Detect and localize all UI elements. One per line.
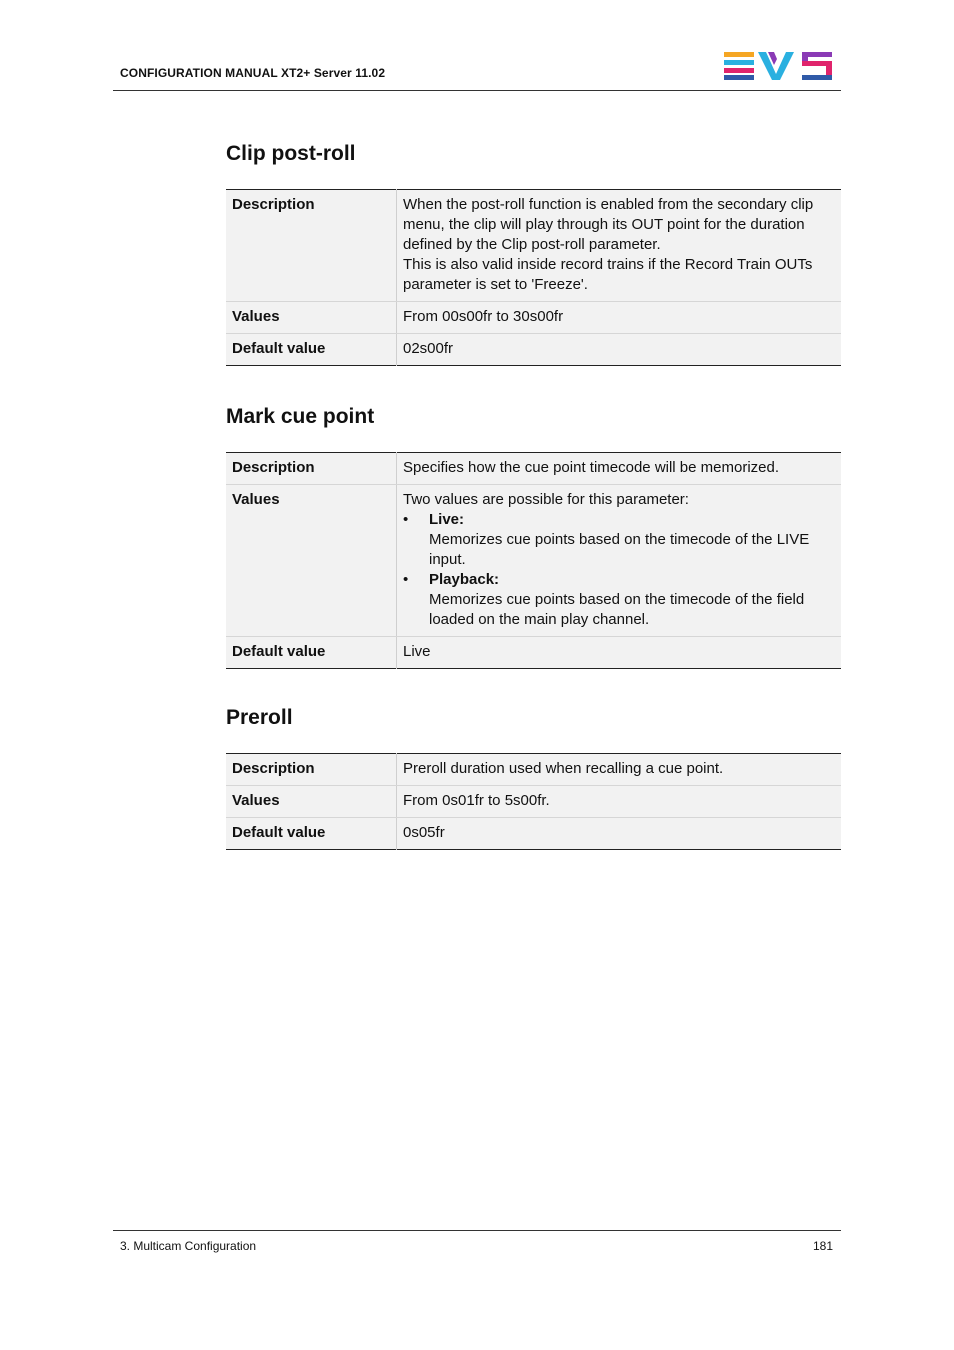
description-text: When the post-roll function is enabled from the secondary clip menu, the clip will play through its OUT point for the duration defined by the Clip post-roll parameter. bbox=[403, 196, 814, 253]
description-cell bbox=[397, 190, 842, 302]
bullet-icon: • bbox=[403, 571, 409, 588]
parameter-table bbox=[226, 189, 841, 366]
page-header bbox=[113, 46, 841, 91]
table-row bbox=[226, 334, 841, 366]
bullet-icon: • bbox=[403, 511, 409, 528]
list-item bbox=[403, 510, 835, 570]
description-label: Description bbox=[226, 754, 397, 786]
section-heading: Preroll bbox=[226, 706, 293, 729]
table-row bbox=[226, 818, 841, 850]
page-number: 181 bbox=[812, 1239, 833, 1253]
option-text: Memorizes cue points based on the timecode of the LIVE input. bbox=[429, 531, 810, 568]
table-row bbox=[226, 754, 841, 786]
section-heading: Mark cue point bbox=[226, 405, 375, 428]
default-value-label: Default value bbox=[226, 818, 397, 850]
values-label: Values bbox=[226, 485, 397, 637]
section-mark-cue-point bbox=[226, 403, 841, 669]
section-preroll bbox=[226, 704, 841, 850]
table-row bbox=[226, 485, 841, 637]
default-value-cell: Live bbox=[397, 637, 842, 669]
default-value-cell: 0s05fr bbox=[397, 818, 842, 850]
page-footer bbox=[113, 1230, 841, 1255]
list-item bbox=[403, 570, 835, 630]
description-label: Description bbox=[226, 190, 397, 302]
parameter-table bbox=[226, 753, 841, 850]
values-label: Values bbox=[226, 786, 397, 818]
option-name: Live: bbox=[429, 511, 465, 528]
table-row bbox=[226, 637, 841, 669]
values-cell: From 0s01fr to 5s00fr. bbox=[397, 786, 842, 818]
default-value-cell: 02s00fr bbox=[397, 334, 842, 366]
values-list bbox=[403, 510, 835, 630]
parameter-table bbox=[226, 452, 841, 669]
values-label: Values bbox=[226, 302, 397, 334]
description-cell: Preroll duration used when recalling a cue point. bbox=[397, 754, 842, 786]
table-row bbox=[226, 302, 841, 334]
option-text: Memorizes cue points based on the timecode of the field loaded on the main play channel. bbox=[429, 591, 805, 628]
description-text: This is also valid inside record trains if the Record Train OUTs parameter is set to 'Freeze'. bbox=[403, 256, 813, 293]
values-cell: From 00s00fr to 30s00fr bbox=[397, 302, 842, 334]
chapter-title: 3. Multicam Configuration bbox=[120, 1239, 257, 1253]
document-title: CONFIGURATION MANUAL XT2+ Server 11.02 bbox=[120, 66, 386, 80]
evs-logo bbox=[724, 52, 834, 80]
values-intro: Two values are possible for this parameter: bbox=[403, 491, 689, 508]
default-value-label: Default value bbox=[226, 334, 397, 366]
table-row bbox=[226, 453, 841, 485]
option-name: Playback: bbox=[429, 571, 500, 588]
description-label: Description bbox=[226, 453, 397, 485]
default-value-label: Default value bbox=[226, 637, 397, 669]
section-heading: Clip post-roll bbox=[226, 142, 356, 165]
table-row bbox=[226, 190, 841, 302]
section-clip-post-roll bbox=[226, 140, 841, 366]
table-row bbox=[226, 786, 841, 818]
values-cell bbox=[397, 485, 842, 637]
description-cell: Specifies how the cue point timecode will be memorized. bbox=[397, 453, 842, 485]
